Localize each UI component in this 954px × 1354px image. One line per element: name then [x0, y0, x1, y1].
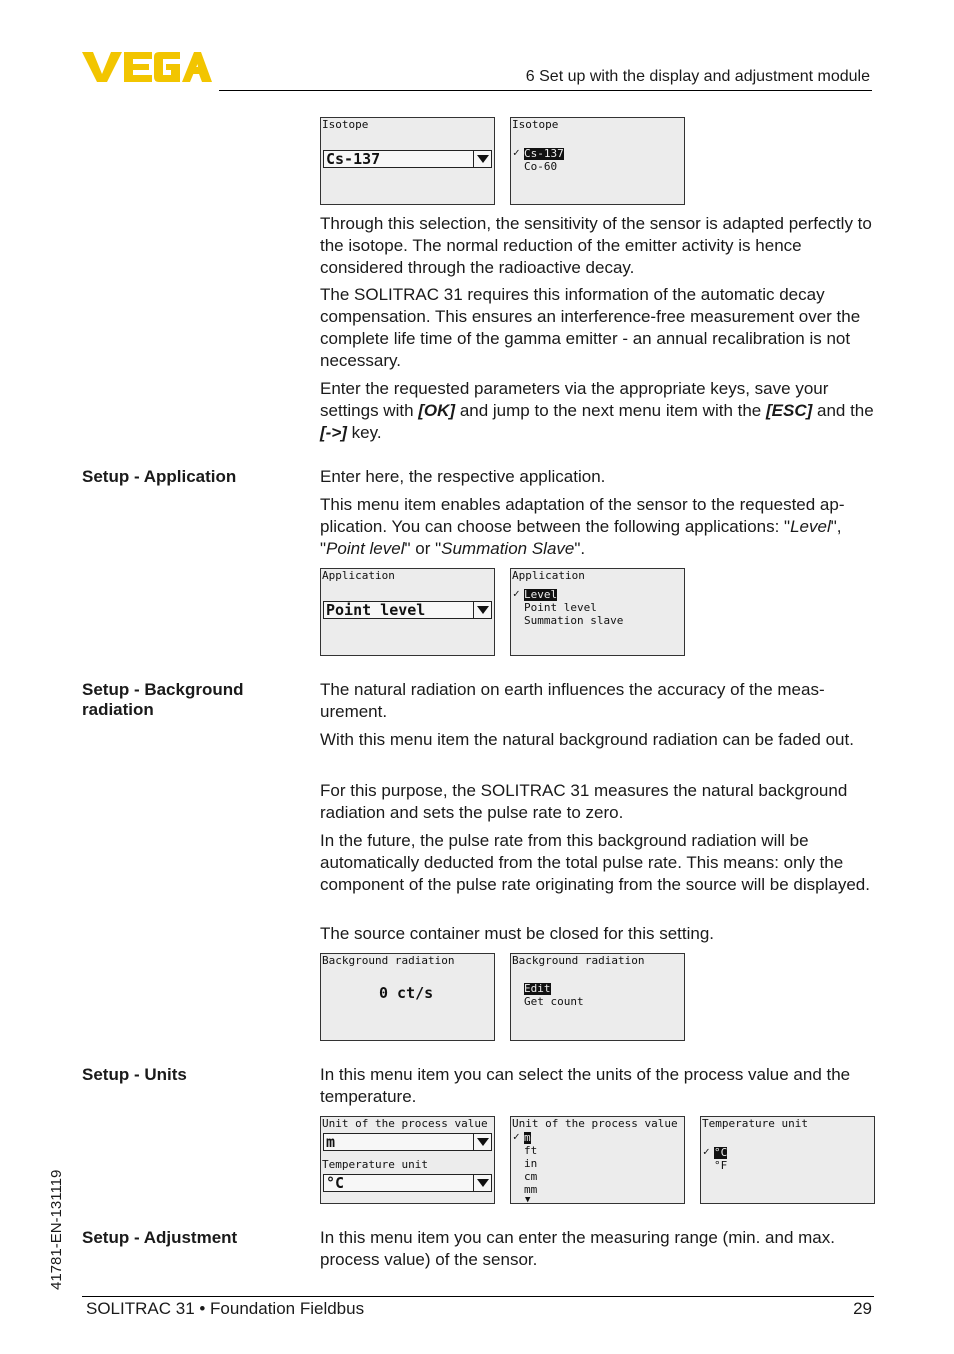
heading-line: radiation	[82, 700, 154, 719]
vega-logo	[82, 50, 212, 84]
text: This menu item enables adaptation of the sensor to the requested ap-plication. You can choose between the following applications: "	[320, 495, 845, 536]
paragraph	[320, 494, 876, 560]
temperature-unit-options-screen	[700, 1116, 875, 1204]
chevron-down-icon	[473, 151, 491, 167]
process-unit-dropdown	[323, 1133, 492, 1151]
checkmark-icon: ✓	[513, 587, 520, 600]
chevron-down-icon	[473, 1134, 491, 1150]
option: in	[524, 1157, 538, 1170]
heading-adjustment: Setup - Adjustment	[82, 1228, 238, 1247]
pulse-rate-value: 0 ct/s	[379, 984, 434, 1002]
application-display-screen	[320, 568, 495, 656]
paragraph: Enter here, the respective application.	[320, 467, 606, 486]
isotope-options-screen	[510, 117, 685, 205]
heading-background-radiation	[82, 680, 292, 720]
paragraph: The natural radiation on earth influences the accuracy of the meas-urement.	[320, 680, 825, 721]
paragraph	[320, 378, 876, 444]
screen-subtitle: Temperature unit	[322, 1158, 428, 1171]
background-display-screen	[320, 953, 495, 1041]
section-title: 6 Set up with the display and adjustment module	[525, 68, 870, 85]
screen-title: Unit of the process value	[512, 1117, 678, 1130]
text: ", "	[320, 517, 842, 558]
document-id: 41781-EN-131119	[48, 1169, 65, 1290]
screen-title: Unit of the process value	[322, 1117, 488, 1130]
paragraph: For this purpose, the SOLITRAC 31 measures the natural background radiation and sets the pulse rate to zero.	[320, 781, 848, 822]
paragraph: The SOLITRAC 31 requires this information of the automatic decay compensation. This ensures an interference-free measurement over the complete life time of the gamma emitter - an annual recalibration is not necessary.	[320, 285, 861, 370]
isotope-display-screen	[320, 117, 495, 205]
screen-title: Application	[512, 569, 585, 582]
text: and the	[812, 401, 874, 420]
key-esc: [ESC]	[765, 401, 813, 420]
option: Get count	[524, 995, 584, 1008]
checkmark-icon: ✓	[703, 1145, 710, 1158]
process-unit-options-screen	[510, 1116, 685, 1204]
app-point-level: Point level	[326, 539, 405, 558]
option: Point level	[524, 601, 597, 614]
key-arrow: [->]	[320, 423, 347, 442]
option-selected: m	[524, 1131, 531, 1144]
paragraph: In this menu item you can select the units of the process value and the temperature.	[320, 1065, 851, 1106]
option: ft	[524, 1144, 538, 1157]
text: key.	[346, 423, 382, 442]
heading-line: Setup - Background	[82, 680, 244, 699]
application-dropdown	[323, 601, 492, 619]
paragraph: Through this selection, the sensitivity of the sensor is adapted perfectly to the isotope. The normal reduction of the emitter activity is hence considered through the radioactive decay.	[320, 214, 872, 277]
paragraph: With this menu item the natural background radiation can be faded out.	[320, 730, 854, 749]
footer-product: SOLITRAC 31 • Foundation Fieldbus	[86, 1299, 365, 1318]
app-level: Level	[790, 517, 831, 536]
option-selected: Edit	[524, 982, 551, 995]
units-display-screen	[320, 1116, 495, 1204]
dropdown-value: °C	[326, 1174, 345, 1192]
option: mm	[524, 1183, 538, 1196]
application-options-screen	[510, 568, 685, 656]
screen-title: Isotope	[512, 118, 559, 131]
option-selected: Cs-137	[524, 147, 564, 160]
scroll-down-icon: ▼	[525, 1195, 531, 1204]
screen-title: Background radiation	[322, 954, 455, 967]
text: " or "	[404, 539, 442, 558]
footer-divider	[82, 1296, 874, 1297]
paragraph: In the future, the pulse rate from this background radiation will be automatically deducted from the total pulse rate. This means: only the component of the pulse rate originating from the source will be displayed.	[320, 831, 870, 894]
screen-title: Isotope	[322, 118, 369, 131]
dropdown-value: Point level	[326, 601, 426, 619]
chevron-down-icon	[473, 602, 491, 618]
screen-title: Application	[322, 569, 395, 582]
header-divider	[219, 90, 872, 91]
text: Enter the requested parameters via the appropriate keys, save your settings with	[320, 379, 829, 420]
option-selected: °C	[714, 1146, 728, 1159]
option: Co-60	[524, 160, 558, 173]
key-ok: [OK]	[418, 401, 456, 420]
temperature-unit-dropdown	[323, 1174, 492, 1192]
background-options-screen	[510, 953, 685, 1041]
text: and jump to the next menu item with the	[455, 401, 766, 420]
vega-logo-graphic	[82, 50, 212, 84]
option: Summation slave	[524, 614, 624, 627]
screen-title: Temperature unit	[702, 1117, 808, 1130]
heading-units: Setup - Units	[82, 1065, 187, 1084]
isotope-dropdown	[323, 150, 492, 168]
checkmark-icon: ✓	[513, 146, 520, 159]
screen-title: Background radiation	[512, 954, 645, 967]
option-selected: Level	[524, 588, 558, 601]
dropdown-value: m	[326, 1133, 336, 1151]
paragraph: In this menu item you can enter the measuring range (min. and max. process value) of the sensor.	[320, 1228, 835, 1269]
checkmark-icon: ✓	[513, 1130, 520, 1143]
page-number: 29	[853, 1299, 872, 1318]
dropdown-value: Cs-137	[326, 150, 381, 168]
heading-application: Setup - Application	[82, 467, 237, 486]
option: °F	[714, 1159, 728, 1172]
text: ".	[574, 539, 586, 558]
paragraph: The source container must be closed for this setting.	[320, 924, 715, 943]
chevron-down-icon	[473, 1175, 491, 1191]
app-summation: Summation Slave	[441, 539, 575, 558]
option: cm	[524, 1170, 538, 1183]
